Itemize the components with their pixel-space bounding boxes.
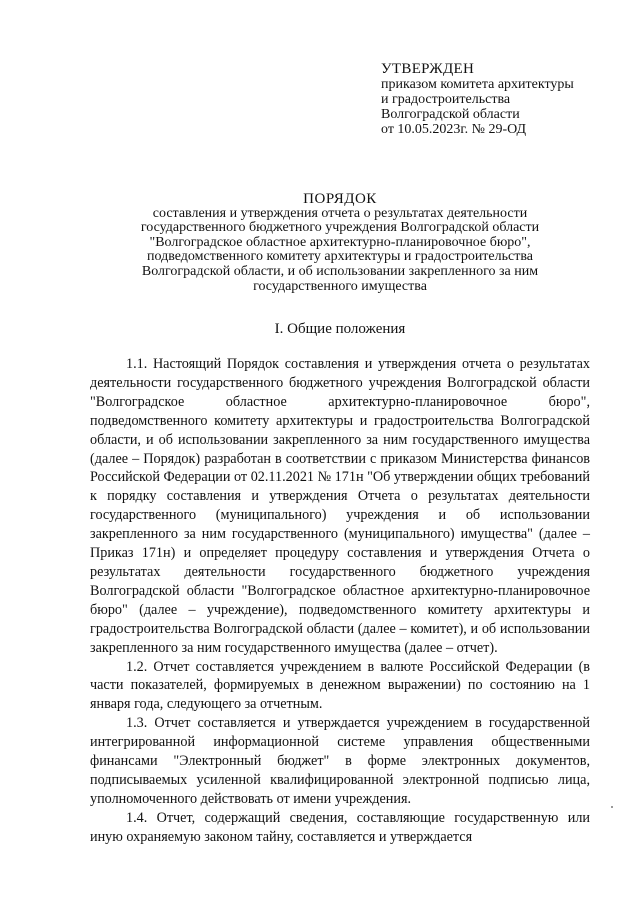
paragraph-1-1: 1.1. Настоящий Порядок составления и утверждения отчета о результатах деятельности государственного бюджетного учреждения Волгоградской области "Волгоградское областное архитектурно-планировочное бюро", подведомственного комитету архитектуры и градостроительства Волгоградской области, и об использовании закрепленного за ним государственного имущества (далее – Порядок) разработан в соответствии с приказом Министерства финансов Российской Федерации от 02.11.2021 № 171н "Об утверждении общих требований к порядку составления и утверждения Отчета о результатах деятельности государственного (муниципального) учреждения и об использовании закрепленного за ним государственного (муниципального) имущества" (далее – Приказ 171н) и определяет процедуру составления и утверждения Отчета о результатах деятельности государственного бюджетного учреждения Волгоградской области "Волгоградское областное архитектурно-планировочное бюро" (далее – учреждение), подведомственного комитету архитектуры и градостроительства Волгоградской области (далее – комитет), и об использовании закрепленного за ним государственного имущества (далее – отчет). [90, 356, 590, 656]
paragraph-1-4: 1.4. Отчет, содержащий сведения, составляющие государственную или иную охраняемую законом тайну, составляется и утверждается [90, 809, 590, 845]
approval-line: и градостроительства [381, 92, 511, 107]
approval-line: приказом комитета архитектуры [381, 77, 574, 92]
paragraph-1-3: 1.3. Отчет составляется и утверждается учреждением в государственной интегрированной информационной системе управления общественными финансами "Электронный бюджет" в форме электронных документов, подписываемых усиленной квалифицированной электронной подписью лица, уполномоченного действовать от имени учреждения. [90, 715, 590, 807]
subtitle-line: Волгоградской области, и об использовании закрепленного за ним [141, 263, 539, 279]
subtitle-line: составления и утверждения отчета о результатах деятельности [152, 205, 528, 221]
document-subtitle [90, 207, 590, 295]
approval-heading: УТВЕРЖДЕН [381, 61, 475, 77]
subtitle-line: государственного имущества [253, 278, 427, 294]
approval-date-number: от 10.05.2023г. № 29-ОД [381, 122, 527, 137]
document-title-block [90, 192, 590, 294]
subtitle-line: "Волгоградское областное архитектурно-планировочное бюро", [149, 234, 531, 250]
document-body [90, 355, 590, 847]
approval-line: Волгоградской области [381, 107, 520, 122]
scan-mark [611, 806, 613, 808]
section-heading: I. Общие положения [274, 321, 406, 337]
approval-stamp [381, 62, 621, 137]
subtitle-line: государственного бюджетного учреждения Волгоградской области [140, 220, 540, 236]
subtitle-line: подведомственного комитету архитектуры и градостроительства [147, 249, 533, 265]
paragraph-1-2: 1.2. Отчет составляется учреждением в валюте Российской Федерации (в части показателей, формируемых в денежном выражении) по состоянию на 1 января года, следующего за отчетным. [90, 658, 590, 713]
document-title: ПОРЯДОК [303, 191, 377, 207]
